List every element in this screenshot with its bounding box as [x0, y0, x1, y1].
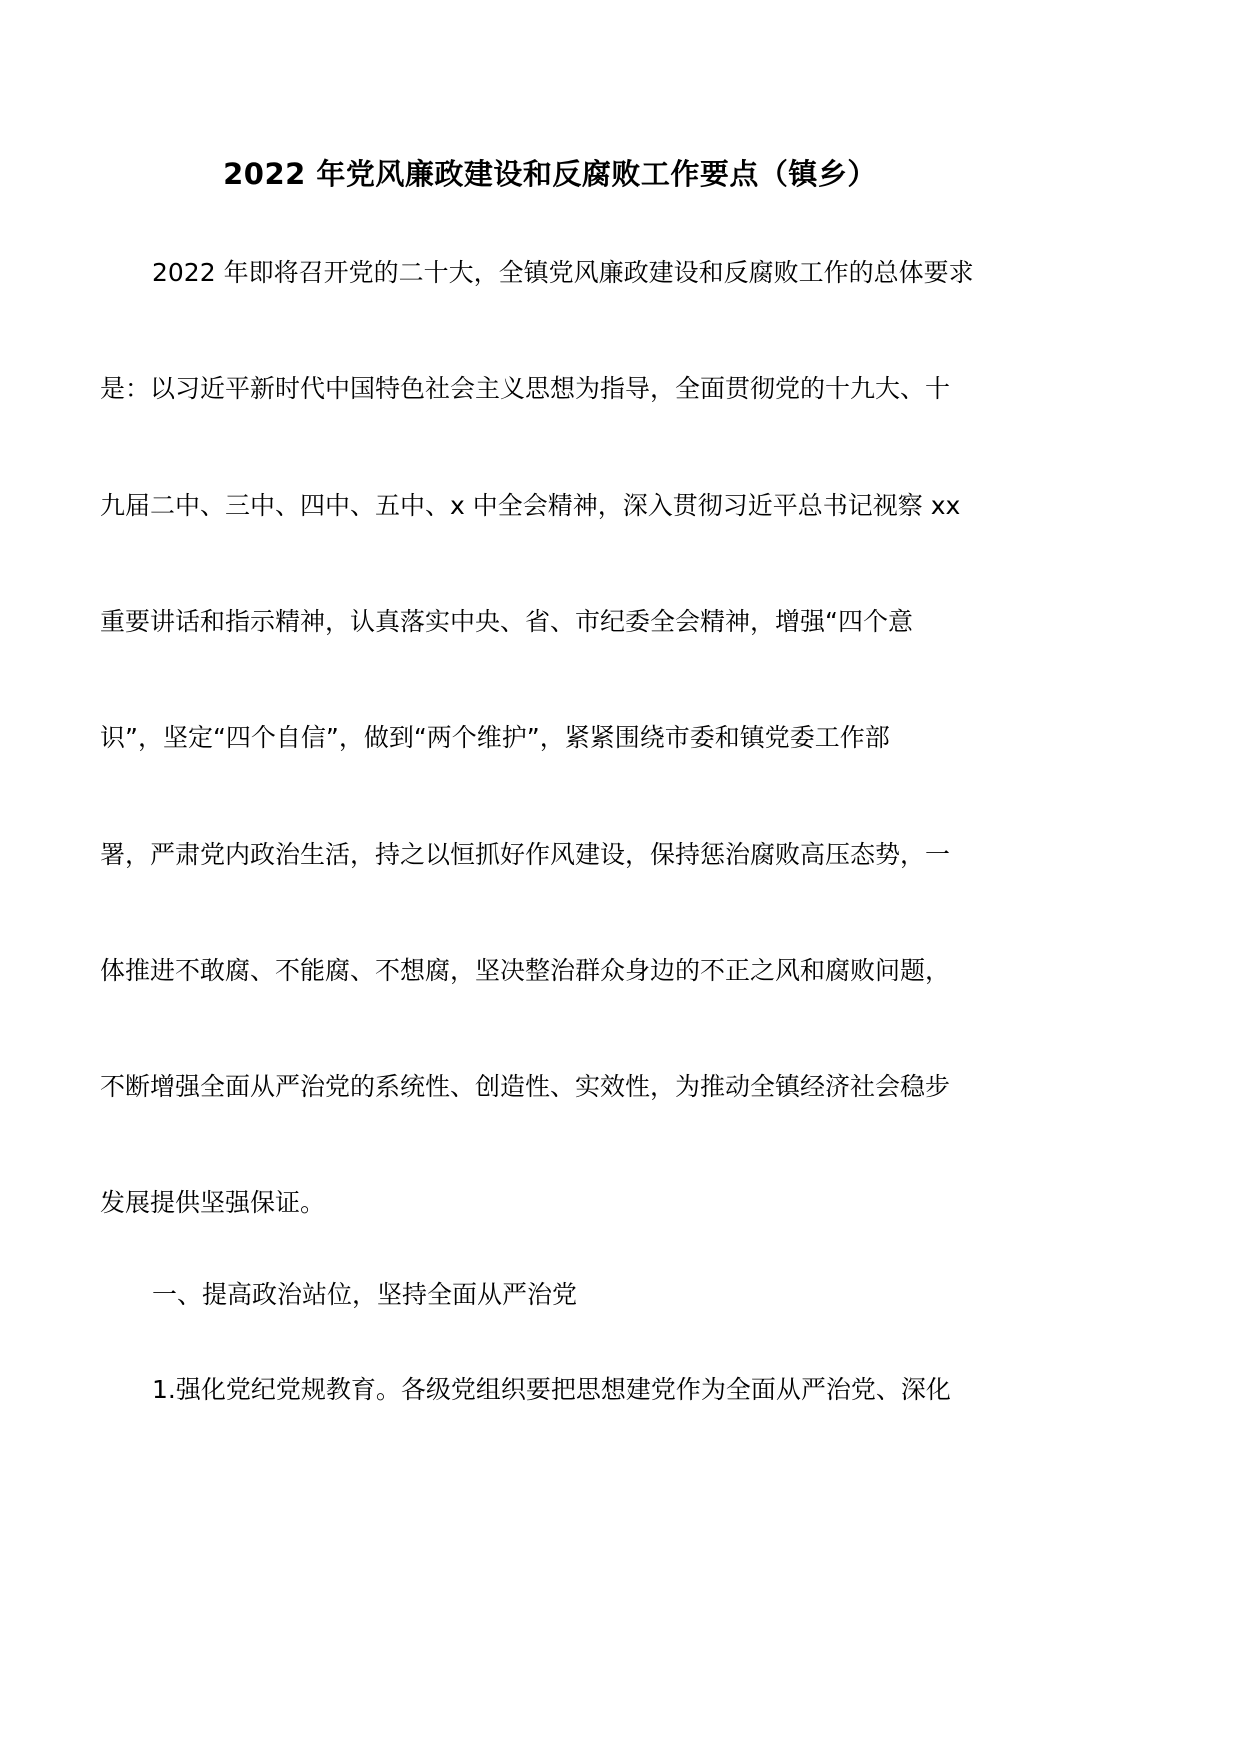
- intro-line-1: 2022 年即将召开党的二十大，全镇党风廉政建设和反腐败工作的总体要求: [152, 258, 974, 287]
- intro-line-3: 九届二中、三中、四中、五中、x 中全会精神，深入贯彻习近平总书记视察 xx: [100, 491, 961, 520]
- item-1-line: 1.强化党纪党规教育。各级党组织要把思想建党作为全面从严治党、深化: [152, 1375, 951, 1404]
- intro-line-2: 是：以习近平新时代中国特色社会主义思想为指导，全面贯彻党的十九大、十: [100, 374, 951, 403]
- section-heading: 一、提高政治站位，坚持全面从严治党: [152, 1280, 578, 1309]
- intro-line-9: 发展提供坚强保证。: [100, 1188, 326, 1217]
- intro-line-7: 体推进不敢腐、不能腐、不想腐，坚决整治群众身边的不正之风和腐败问题，: [100, 956, 951, 985]
- intro-line-8: 不断增强全面从严治党的系统性、创造性、实效性，为推动全镇经济社会稳步: [100, 1072, 951, 1101]
- document-title: 2022 年党风廉政建设和反腐败工作要点（镇乡）: [223, 157, 877, 191]
- intro-line-5: 识”，坚定“四个自信”，做到“两个维护”，紧紧围绕市委和镇党委工作部: [100, 723, 890, 752]
- intro-line-4: 重要讲话和指示精神，认真落实中央、省、市纪委全会精神，增强“四个意: [100, 607, 913, 636]
- intro-line-6: 署，严肃党内政治生活，持之以恒抓好作风建设，保持惩治腐败高压态势，一: [100, 840, 951, 869]
